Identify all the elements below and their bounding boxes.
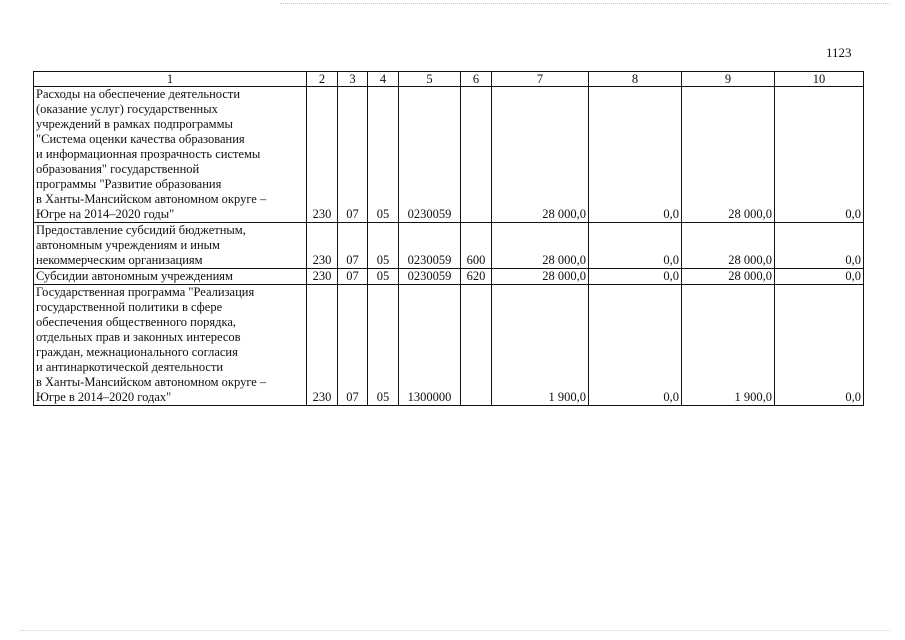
- header-cell: 7: [492, 72, 589, 87]
- table-row: [34, 269, 864, 285]
- cell-amount-col8: 0,0: [589, 269, 682, 285]
- row-name: Субсидии автономным учреждениям: [34, 269, 307, 285]
- cell-amount-col9: 28 000,0: [682, 269, 775, 285]
- cell-amount-col9: 28 000,0: [682, 87, 775, 223]
- table-row: [34, 285, 864, 406]
- cell-amount-col10: 0,0: [775, 285, 864, 406]
- cell-target-article: 0230059: [399, 223, 461, 269]
- scan-noise-top: [280, 3, 890, 5]
- table-row: [34, 87, 864, 223]
- cell-target-article: 1300000: [399, 285, 461, 406]
- cell-section: 07: [338, 285, 368, 406]
- cell-subsection: 05: [368, 269, 399, 285]
- header-cell: 3: [338, 72, 368, 87]
- cell-target-article: 0230059: [399, 87, 461, 223]
- cell-amount-col10: 0,0: [775, 269, 864, 285]
- cell-amount-total: 1 900,0: [492, 285, 589, 406]
- scan-noise-bottom: [20, 630, 890, 632]
- row-name: Расходы на обеспечение деятельности (оказание услуг) государственных учреждений в рамках подпрограммы "Система оценки качества образования и информационная прозрачность системы образования" государственной программы "Развитие образования в Ханты-Мансийском автономном округе – Югре на 2014–2020 годы": [34, 87, 307, 223]
- header-cell: 10: [775, 72, 864, 87]
- cell-amount-col8: 0,0: [589, 87, 682, 223]
- cell-admin-code: 230: [307, 285, 338, 406]
- cell-amount-col8: 0,0: [589, 223, 682, 269]
- page-number: 1123: [826, 45, 852, 60]
- cell-amount-total: 28 000,0: [492, 269, 589, 285]
- cell-amount-total: 28 000,0: [492, 87, 589, 223]
- cell-amount-col9: 28 000,0: [682, 223, 775, 269]
- cell-amount-col8: 0,0: [589, 285, 682, 406]
- row-name: Государственная программа "Реализация государственной политики в сфере обеспечения общественного порядка, отдельных прав и законных интересов граждан, межнационального согласия и антинаркотической деятельности в Ханты-Мансийском автономном округе – Югре в 2014–2020 годах": [34, 285, 307, 406]
- cell-amount-col9: 1 900,0: [682, 285, 775, 406]
- cell-amount-col10: 0,0: [775, 223, 864, 269]
- header-row: [34, 72, 864, 87]
- header-cell: 9: [682, 72, 775, 87]
- cell-subsection: 05: [368, 87, 399, 223]
- cell-admin-code: 230: [307, 269, 338, 285]
- cell-admin-code: 230: [307, 223, 338, 269]
- budget-table: [33, 71, 864, 406]
- cell-section: 07: [338, 223, 368, 269]
- header-cell: 6: [461, 72, 492, 87]
- header-cell: 4: [368, 72, 399, 87]
- header-cell: 5: [399, 72, 461, 87]
- cell-section: 07: [338, 269, 368, 285]
- cell-subsection: 05: [368, 285, 399, 406]
- cell-target-article: 0230059: [399, 269, 461, 285]
- cell-section: 07: [338, 87, 368, 223]
- table-row: [34, 223, 864, 269]
- header-cell: 2: [307, 72, 338, 87]
- header-cell: 1: [34, 72, 307, 87]
- cell-subsection: 05: [368, 223, 399, 269]
- cell-expense-type: [461, 285, 492, 406]
- cell-expense-type: 620: [461, 269, 492, 285]
- cell-expense-type: 600: [461, 223, 492, 269]
- header-cell: 8: [589, 72, 682, 87]
- cell-amount-total: 28 000,0: [492, 223, 589, 269]
- row-name: Предоставление субсидий бюджетным, автономным учреждениям и иным некоммерческим организациям: [34, 223, 307, 269]
- cell-admin-code: 230: [307, 87, 338, 223]
- cell-amount-col10: 0,0: [775, 87, 864, 223]
- cell-expense-type: [461, 87, 492, 223]
